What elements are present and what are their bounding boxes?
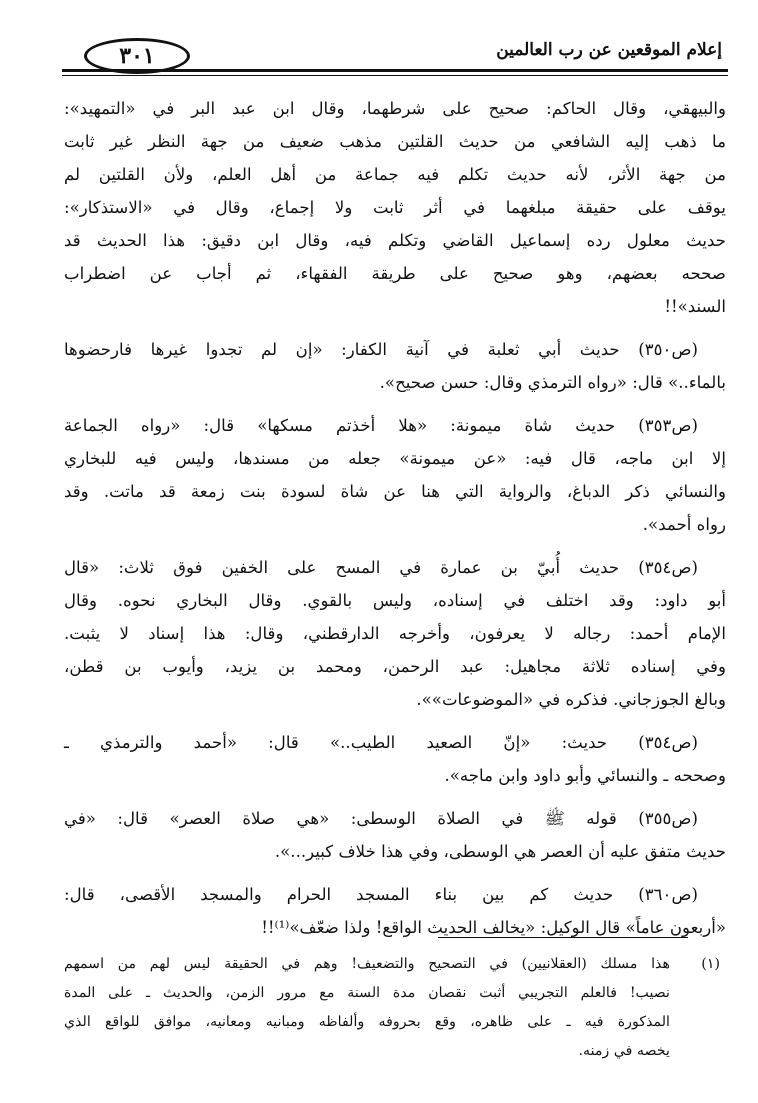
page-header [62,38,728,80]
footnotes [64,950,726,1066]
text-line: إلا ابن ماجه، قال فيه: «عن ميمونة» جعله من مسندها، وليس فيه للبخاري [64,449,726,468]
paragraph [64,92,726,323]
text-line: السند»!! [664,297,726,316]
text-line: (ص٣٥٤) حديث أُبيّ بن عمارة في المسح على الخفين فوق ثلاث: «قال [64,558,698,577]
paragraph [64,726,726,792]
text-line: (ص٣٥٤) حديث: «إنّ الصعيد الطيب..» قال: «أحمد والترمذي ـ [64,733,698,752]
paragraph [64,802,726,868]
footnote-line: هذا مسلك (العقلانيين) في التصحيح والتضعيف! وهم في الحقيقة ليس لهم من اسمهم [64,956,670,972]
text-line: أبو داود: وقد اختلف في إسناده، وليس بالقوي. وقال البخاري نحوه. وقال [64,591,726,610]
text-line: بالماء..» قال: «رواه الترمذي وقال: حسن صحيح». [379,373,726,392]
text-line: الإمام أحمد: رجاله لا يعرفون، وأخرجه الدارقطني، وقال: هذا إسناد لا يثبت. [64,624,726,643]
header-rule-thin [62,75,728,76]
text-line: من جهة الأثر، لأنه حديث تكلم فيه جماعة من أهل العلم، ولأن القلتين لم [64,165,726,184]
footnote-line: يخصه في زمنه. [578,1043,670,1059]
text-line: صححه بعضهم، وهو صحيح على طريقة الفقهاء، ثم أجاب عن اضطراب [64,264,726,283]
text-line: والبيهقي، وقال الحاكم: صحيح على شرطهما، وقال ابن عبد البر في «التمهيد»: [64,99,726,118]
text-line: يوقف على حقيقة مبلغهما في أثر ثابت ولا إجماع، وقال في «الاستذكار»: [64,198,726,217]
footnote-text [64,950,670,1066]
footnote-separator [438,937,688,938]
paragraph [64,409,726,541]
running-title: إعلام الموقعين عن رب العالمين [496,40,722,60]
text-line: وصححه ـ والنسائي وأبو داود وابن ماجه». [444,766,726,785]
paragraph [64,551,726,716]
text-line: (ص٣٦٠) حديث كم بين بناء المسجد الحرام والمسجد الأقصى، قال: [64,885,698,904]
text-line: والنسائي ذكر الدباغ، والرواية التي هنا عن شاة لسودة بنت زمعة قد ماتت. وقد [64,482,726,501]
text-line: (ص٣٥٣) حديث شاة ميمونة: «هلا أخذتم مسكها» قال: «رواه الجماعة [64,416,698,435]
page-number: ٣٠١ [84,38,190,74]
footnote-line: نصيب! فالعلم التجريبي أثبت نقصان مدة السنة مع مرور الزمن، والحديث ـ على المدة [64,985,670,1001]
text-line: وفي إسناده ثلاثة مجاهيل: عبد الرحمن، ومحمد بن يزيد، وأيوب بن قطن، [64,657,726,676]
footnote-line: المذكورة فيه ـ على ظاهره، وقع بحروفه وألفاظه ومبانيه ومعانيه، موافق للواقع الذي [64,1014,670,1030]
text-line: وبالغ الجوزجاني. فذكره في «الموضوعات»». [416,690,726,709]
main-text [64,92,726,954]
text-line: «أربعون عاماً» قال الوكيل: «يخالف الحديث الواقع! ولذا ضعّف»⁽¹⁾!! [261,918,726,937]
text-line: حديث متفق عليه أن العصر هي الوسطى، وفي هذا خلاف كبير...». [274,842,726,861]
text-line: حديث معلول رده إسماعيل القاضي وتكلم فيه، وقال ابن دقيق: هذا الحديث قد [64,231,726,250]
footnote-number: (١) [701,956,720,972]
header-rule-thick [62,69,728,72]
text-line: ما ذهب إليه الشافعي من حديث القلتين مذهب ضعيف من جهة النظر غير ثابت [64,132,726,151]
paragraph [64,333,726,399]
text-line: (ص٣٥٠) حديث أبي ثعلبة في آنية الكفار: «إن لم تجدوا غيرها فارحضوها [64,340,698,359]
text-line: (ص٣٥٥) قوله ﷺ في الصلاة الوسطى: «هي صلاة العصر» قال: «في [64,809,698,828]
paragraph [64,878,726,944]
text-line: رواه أحمد». [642,515,726,534]
